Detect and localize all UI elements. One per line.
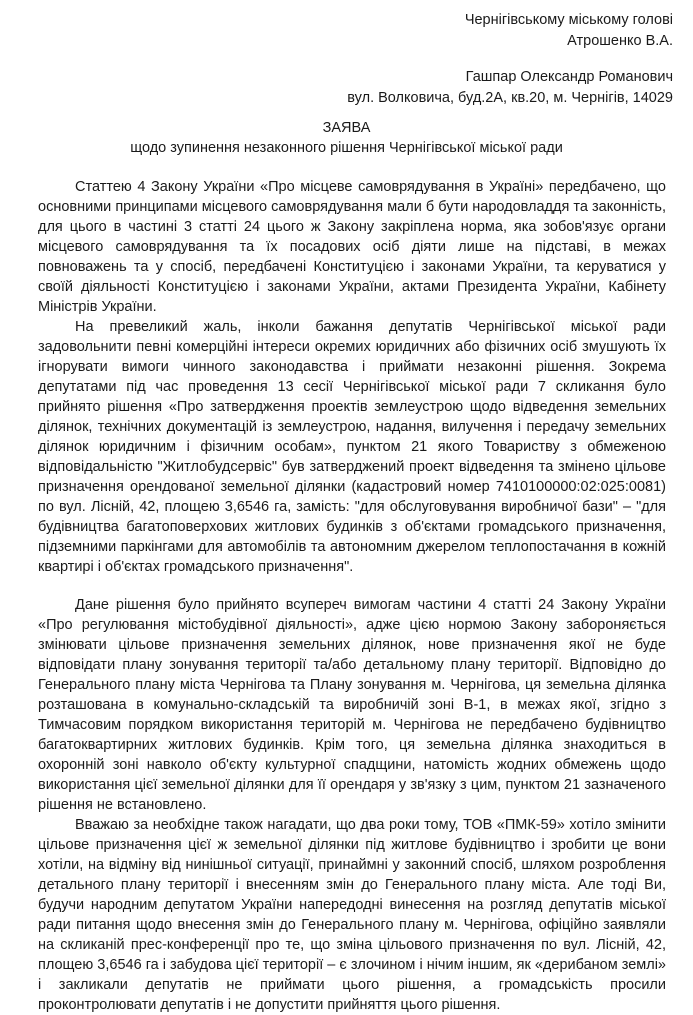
addressee-block xyxy=(465,10,673,52)
document-subtitle: щодо зупинення незаконного рішення Чернігівської міської ради xyxy=(130,140,563,156)
document-body xyxy=(38,177,666,1015)
document-title: ЗАЯВА xyxy=(322,120,371,136)
addressee-name: Атрошенко В.А. xyxy=(567,33,673,49)
paragraph-1: Статтею 4 Закону України «Про місцеве самоврядування в Україні» передбачено, що основними принципами місцевого самоврядування мали б бути народовладдя та законність, для цього в частині 3 статті 24 цього ж Закону закріплена норма, яка зобов'язує органи місцевого самоврядування та їх посадових осіб діяти лише на підставі, в межах повноважень та у спосіб, передбачені Конституцією і законами України, та керуватися у своїй діяльності Конституцією і законами України, актами Президента України, Кабінету Міністрів України. xyxy=(38,179,666,315)
paragraph-4: Вважаю за необхідне також нагадати, що два роки тому, ТОВ «ПМК-59» хотіло змінити цільове призначення цієї ж земельної ділянки під житлове будівництво і зробити це вони хотіли, на відміну від нинішньої ситуації, принаймні у законний спосіб, шляхом розроблення детального плану території і внесенням змін до Генерального плану міста. Але тоді Ви, будучи народним депутатом України напередодні винесення на розгляд депутатів міської ради питання щодо внесення змін до Генерального плану м. Чернігова, офіційно заявляли на скликаній прес-конференції про те, що зміна цільового призначення по вул. Лісній, 42, площею 3,6546 га і забудова цієї території – є злочином і нічим іншим, як «дерибаном землі» і закликали депутатів не приймати цього рішення, а громадськість просили проконтролювати депутатів і не допустити прийняття цього рішення. xyxy=(38,817,666,1013)
sender-name: Гашпар Олександр Романович xyxy=(465,69,673,85)
paragraph-2: На превеликий жаль, інколи бажання депутатів Чернігівської міської ради задовольнити певні комерційні інтереси окремих юридичних або фізичних осіб змушують їх ігнорувати вимоги чинного законодавства і приймати незаконні рішення. Зокрема депутатами під час проведення 13 сесії Чернігівської міської ради 7 скликання було прийнято рішення «Про затвердження проектів землеустрою щодо відведення земельних ділянок, технічних документацій із землеустрою, надання, вилучення і передачу земельних ділянок юридичним і фізичним особам», пунктом 21 якого Товариству з обмеженою відповідальністю "Житлобудсервіс" був затверджений проект відведення та змінено цільове призначення орендованої земельної ділянки (кадастровий номер 7410100000:02:025:0081) по вул. Лісній, 42, площею 3,6546 га, замість: "для обслуговування виробничої бази" – "для будівництва багатоповерхових житлових будинків з об'єктами громадського призначення, підземними паркінгами для автомобілів та автономним джерелом теплопостачання в кожній квартирі і об'єктах громадського призначення". xyxy=(38,319,666,575)
paragraph-3: Дане рішення було прийнято всупереч вимогам частини 4 статті 24 Закону України «Про регулювання містобудівної діяльності», адже цією нормою Закону забороняється змінювати цільове призначення земельних ділянок, нове призначення якої не буде відповідати плану зонування території та/або детальному плану території. Відповідно до Генерального плану міста Чернігова та Плану зонування м. Чернігова, ця земельна ділянка розташована в комунально-складській та виробничій зоні В-1, в межах якої, згідно з Тимчасовим порядком використання територій м. Чернігова не передбачено будівництво багатоквартирних житлових будинків. Крім того, ця земельна ділянка знаходиться в охоронній зоні навколо об'єкту культурної спадщини, натомість жодних обмежень щодо використання цієї земельної ділянки для її орендаря у зв'язку з цим, пунктом 21 зазначеного рішення не встановлено. xyxy=(38,597,666,813)
addressee-title: Чернігівському міському голові xyxy=(464,12,673,28)
sender-block xyxy=(347,67,673,109)
sender-address: вул. Волковича, буд.2А, кв.20, м. Чернігів, 14029 xyxy=(347,90,673,106)
